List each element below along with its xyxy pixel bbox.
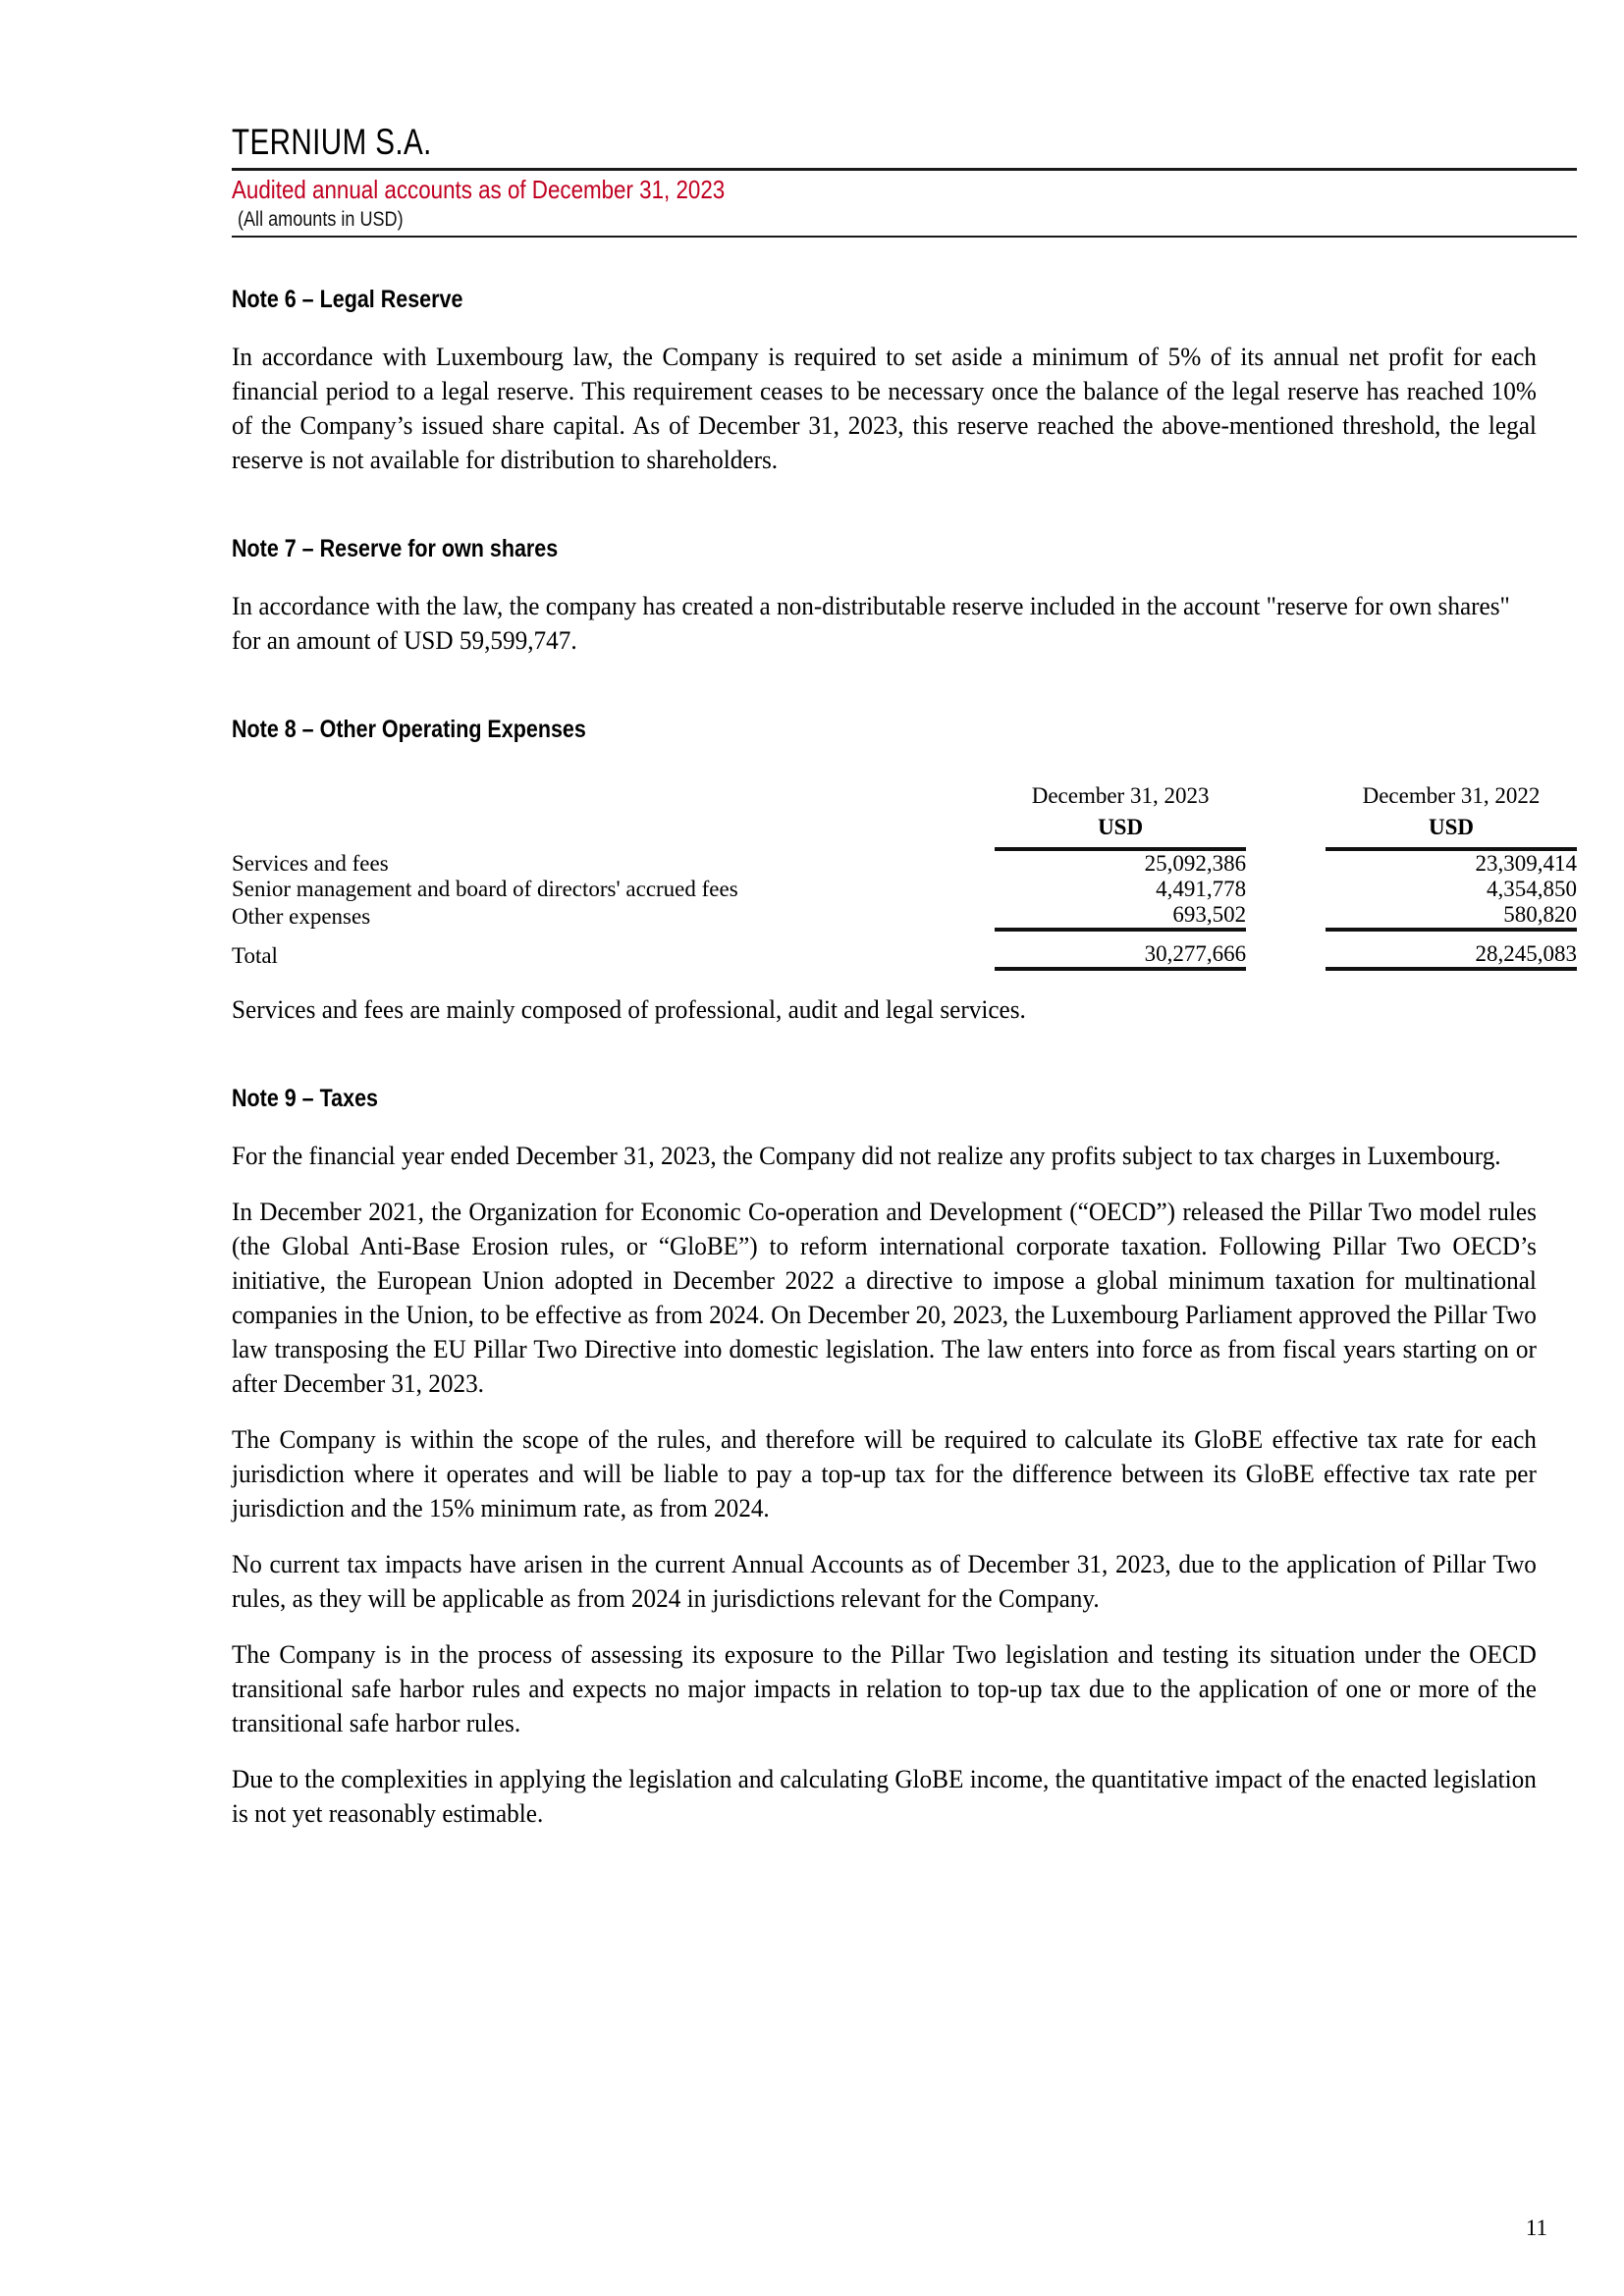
note-9-paragraph-2: In December 2021, the Organization for Economic Co-operation and Development (“OECD”) released the Pillar Two model rules (the Global Anti-Base Erosion rules, or “GloBE”) to reform international corporate taxation. Following Pillar Two OECD’s initiative, the European Union adopted in December 2022 a directive to impose a global minimum taxation for multinational companies in the Union, to be effective as from 2024. On December 20, 2023, the Luxembourg Parliament approved the Pillar Two law transposing the EU Pillar Two Directive into domestic legislation. The law enters into force as from fiscal years starting on or after December 31, 2023. bbox=[232, 1197, 1537, 1398]
company-title: TERNIUM S.A. bbox=[232, 122, 432, 162]
table-header-gap-2 bbox=[1246, 783, 1326, 840]
rule-gap-1 bbox=[915, 840, 995, 849]
page-number: 11 bbox=[1525, 2216, 1547, 2240]
table-header-date-2022: December 31, 2022 bbox=[1362, 782, 1541, 808]
table-header-unit-2023: USD bbox=[1098, 814, 1144, 839]
table-header-gap-1 bbox=[915, 783, 995, 840]
table-cell-2022: 4,354,850 bbox=[1487, 876, 1577, 901]
other-operating-expenses-table-wrapper bbox=[232, 783, 1577, 971]
note-9-heading: Note 9 – Taxes bbox=[232, 1084, 378, 1112]
table-header-blank bbox=[232, 783, 915, 840]
note-6-heading: Note 6 – Legal Reserve bbox=[232, 285, 463, 313]
rule-under-2022 bbox=[1326, 840, 1577, 849]
note-section-6 bbox=[232, 285, 1577, 477]
table-row-label: Senior management and board of directors' accrued fees bbox=[232, 876, 738, 901]
table-header-col-2023 bbox=[995, 783, 1246, 840]
table-header-col-2022 bbox=[1326, 783, 1577, 840]
table-cell-2023: 4,491,778 bbox=[1156, 876, 1247, 901]
table-total-label: Total bbox=[232, 942, 278, 968]
document-header bbox=[232, 124, 1577, 238]
note-9-paragraph-3: The Company is within the scope of the rules, and therefore will be required to calculate its GloBE effective tax rate for each jurisdiction where it operates and will be liable to pay a top-up tax for the difference between its GloBE effective tax rate per jurisdiction and the 15% minimum rate, as from 2024. bbox=[232, 1424, 1537, 1522]
table-cell-2022: 580,820 bbox=[1503, 901, 1577, 927]
note-9-paragraph-6: Due to the complexities in applying the legislation and calculating GloBE income, the quantitative impact of the enacted legislation is not yet reasonably estimable. bbox=[232, 1764, 1537, 1828]
table-row bbox=[232, 849, 1577, 877]
note-7-paragraph-1: In accordance with the law, the company has created a non-distributable reserve included in the account "reserve for own shares" for an amount of USD 59,599,747. bbox=[232, 591, 1510, 655]
table-cell-2023: 25,092,386 bbox=[1144, 850, 1247, 876]
note-section-8 bbox=[232, 715, 1577, 1027]
note-8-heading: Note 8 – Other Operating Expenses bbox=[232, 715, 586, 743]
table-cell-gap-1 bbox=[915, 877, 995, 902]
table-header-unit-2022: USD bbox=[1428, 814, 1474, 839]
note-9-paragraph-4: No current tax impacts have arisen in the current Annual Accounts as of December 31, 2023, due to the application of Pillar Two rules, as they will be applicable as from 2024 in jurisdictions relevant for the Company. bbox=[232, 1549, 1537, 1613]
note-7-heading: Note 7 – Reserve for own shares bbox=[232, 534, 559, 562]
note-9-paragraph-1: For the financial year ended December 31, 2023, the Company did not realize any profits subject to tax charges in Luxembourg. bbox=[232, 1141, 1501, 1170]
table-cell-gap-2 bbox=[1246, 877, 1326, 902]
header-currency-note: (All amounts in USD) bbox=[238, 207, 404, 231]
table-total-row bbox=[232, 930, 1577, 969]
header-subtitle: Audited annual accounts as of December 31, 2023 bbox=[232, 174, 726, 204]
page-content bbox=[232, 124, 1577, 1831]
table-total-gap-2 bbox=[1246, 930, 1326, 969]
rule-gap-2 bbox=[1246, 840, 1326, 849]
header-rule-bottom bbox=[232, 236, 1577, 238]
header-rule-top bbox=[232, 168, 1577, 171]
rule-under-2023 bbox=[995, 840, 1246, 849]
table-header-row bbox=[232, 783, 1577, 840]
note-section-9 bbox=[232, 1084, 1577, 1831]
table-cell-2023: 693,502 bbox=[1172, 901, 1247, 927]
other-operating-expenses-table bbox=[232, 783, 1577, 971]
note-9-paragraph-5: The Company is in the process of assessing its exposure to the Pillar Two legislation and testing its situation under the OECD transitional safe harbor rules and expects no major impacts in relation to top-up tax due to the application of one or more of the transitional safe harbor rules. bbox=[232, 1639, 1537, 1737]
table-cell-gap-1 bbox=[915, 849, 995, 877]
note-8-footnote: Services and fees are mainly composed of professional, audit and legal services. bbox=[232, 994, 1026, 1024]
table-total-2022: 28,245,083 bbox=[1326, 930, 1577, 969]
table-cell-gap-1 bbox=[915, 902, 995, 930]
table-cell-gap-2 bbox=[1246, 849, 1326, 877]
table-total-2023: 30,277,666 bbox=[995, 930, 1246, 969]
note-section-7 bbox=[232, 534, 1577, 658]
table-total-gap-1 bbox=[915, 930, 995, 969]
table-row bbox=[232, 902, 1577, 930]
table-row-label: Other expenses bbox=[232, 903, 371, 929]
rule-blank bbox=[232, 840, 915, 849]
table-row-label: Services and fees bbox=[232, 850, 389, 876]
note-6-paragraph-1: In accordance with Luxembourg law, the Company is required to set aside a minimum of 5% of its annual net profit for each financial period to a legal reserve. This requirement ceases to be necessary once the balance of the legal reserve has reached 10% of the Company’s issued share capital. As of December 31, 2023, this reserve reached the above-mentioned threshold, the legal reserve is not available for distribution to shareholders. bbox=[232, 342, 1537, 474]
table-cell-gap-2 bbox=[1246, 902, 1326, 930]
table-header-rule-row bbox=[232, 840, 1577, 849]
table-row bbox=[232, 877, 1577, 902]
table-cell-2022: 23,309,414 bbox=[1475, 850, 1577, 876]
table-header-date-2023: December 31, 2023 bbox=[1031, 782, 1210, 808]
